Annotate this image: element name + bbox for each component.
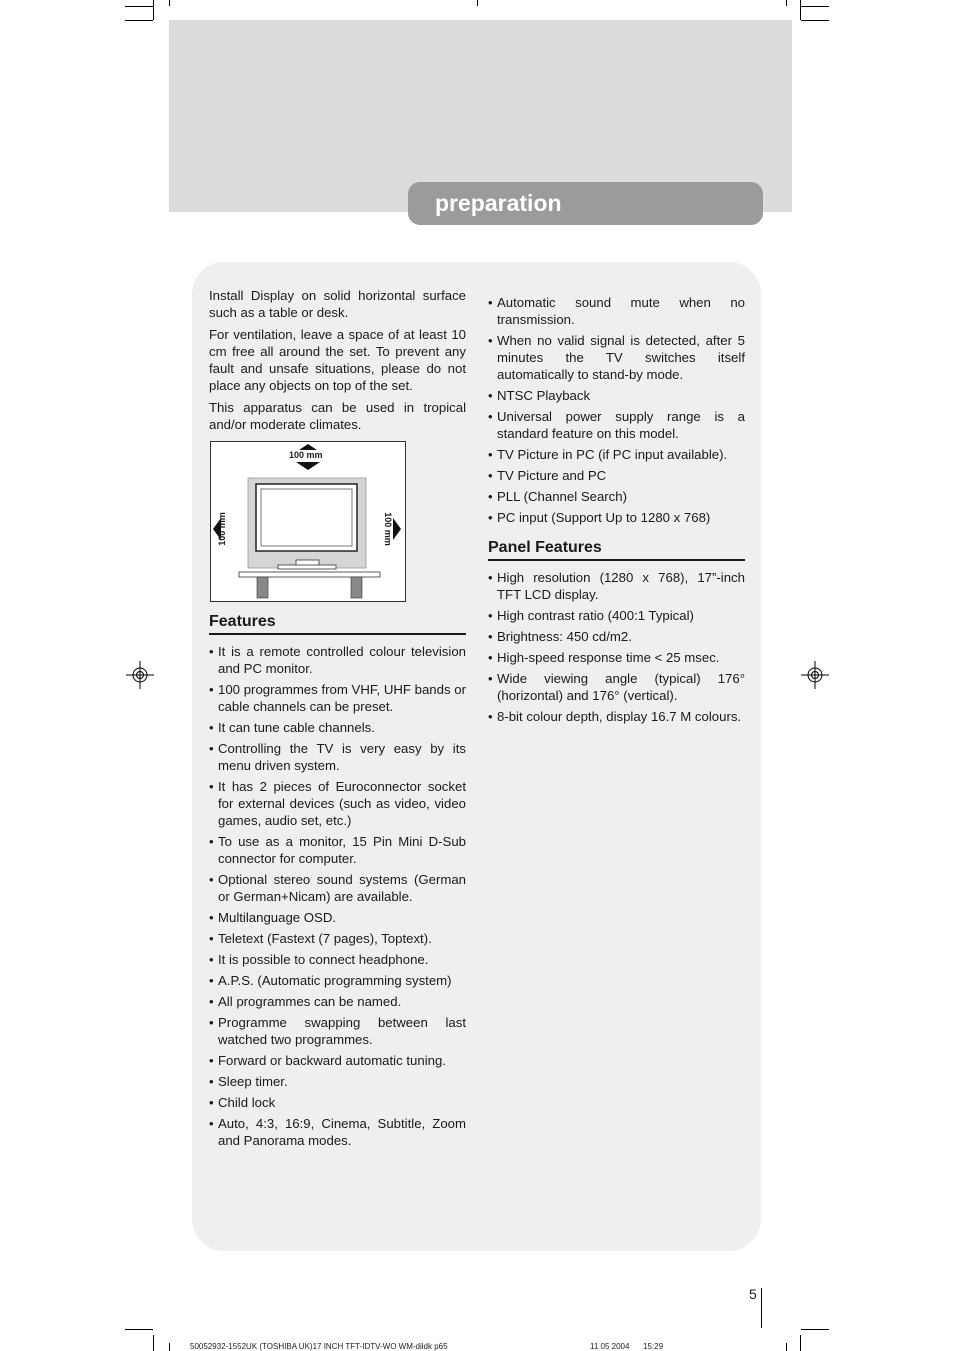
list-item: • High resolution (1280 x 768), 17”-inch TFT LCD display. <box>488 569 745 603</box>
ventilation-diagram <box>210 441 406 602</box>
list-item: • Automatic sound mute when no transmission. <box>488 294 745 328</box>
list-item: • Child lock <box>209 1094 466 1111</box>
list-item: • It is possible to connect headphone. <box>209 951 466 968</box>
list-item: • When no valid signal is detected, after 5 minutes the TV switches itself automatically to stand-by mode. <box>488 332 745 383</box>
intro-paragraph: This apparatus can be used in tropical and/or moderate climates. <box>209 400 466 432</box>
crop-mark <box>801 20 829 21</box>
list-item: • A.P.S. (Automatic programming system) <box>209 972 466 989</box>
crop-mark <box>801 6 829 7</box>
list-item: • High-speed response time < 25 msec. <box>488 649 745 666</box>
tv-clearance-illustration <box>211 442 405 601</box>
list-item: • To use as a monitor, 15 Pin Mini D-Sub connector for computer. <box>209 833 466 867</box>
list-item: • Optional stereo sound systems (German or German+Nicam) are available. <box>209 871 466 905</box>
panel-features-heading: Panel Features <box>488 538 745 561</box>
page-number: 5 <box>749 1286 757 1302</box>
crop-mark <box>125 20 153 21</box>
list-item: • Sleep timer. <box>209 1073 466 1090</box>
list-item: • It is a remote controlled colour television and PC monitor. <box>209 643 466 677</box>
list-item: • Universal power supply range is a standard feature on this model. <box>488 408 745 442</box>
list-item: • Auto, 4:3, 16:9, Cinema, Subtitle, Zoom and Panorama modes. <box>209 1115 466 1149</box>
crop-mark <box>125 6 153 7</box>
list-item: • Wide viewing angle (typical) 176° (horizontal) and 176° (vertical). <box>488 670 745 704</box>
crop-mark <box>169 0 170 6</box>
features-heading: Features <box>209 612 466 635</box>
list-item: • All programmes can be named. <box>209 993 466 1010</box>
list-item: • TV Picture and PC <box>488 467 745 484</box>
crop-mark <box>800 0 801 20</box>
crop-mark <box>125 1329 153 1330</box>
features-continued-list <box>488 294 745 526</box>
list-item: • PC input (Support Up to 1280 x 768) <box>488 509 745 526</box>
crop-mark <box>800 1335 801 1351</box>
list-item: • 100 programmes from VHF, UHF bands or cable channels can be preset. <box>209 681 466 715</box>
top-clearance-label: 100 mm <box>289 450 323 460</box>
registration-mark-right <box>801 661 829 689</box>
list-item: • 8-bit colour depth, display 16.7 M colours. <box>488 708 745 725</box>
right-column <box>488 294 745 729</box>
list-item: • Multilanguage OSD. <box>209 909 466 926</box>
list-item: • It has 2 pieces of Euroconnector socket for external devices (such as video, video games, audio set, etc.) <box>209 778 466 829</box>
left-clearance-label: 100 mm <box>216 512 227 546</box>
crop-mark <box>153 0 154 20</box>
crop-mark <box>169 1343 170 1351</box>
list-item: • It can tune cable channels. <box>209 719 466 736</box>
features-list <box>209 643 466 1149</box>
footer-file-info: 50052932-1552UK (TOSHIBA UK)17 INCH TFT-IDTV-WO WM-dildk p65 <box>190 1342 448 1351</box>
page-number-rule <box>761 1288 762 1328</box>
crop-mark <box>786 0 787 6</box>
list-item: • High contrast ratio (400:1 Typical) <box>488 607 745 624</box>
intro-paragraph: For ventilation, leave a space of at least 10 cm free all around the set. To prevent any fault and unsafe situations, please do not place any objects on top of the set. <box>209 327 466 393</box>
left-column <box>209 287 466 1153</box>
list-item: • TV Picture in PC (if PC input available). <box>488 446 745 463</box>
page-title: preparation <box>408 182 763 225</box>
list-item: • PLL (Channel Search) <box>488 488 745 505</box>
list-item: • Forward or backward automatic tuning. <box>209 1052 466 1069</box>
crop-mark <box>801 1329 829 1330</box>
right-clearance-label: 100 mm <box>382 512 393 546</box>
crop-mark <box>786 1343 787 1351</box>
registration-mark-left <box>126 661 154 689</box>
list-item: • Controlling the TV is very easy by its menu driven system. <box>209 740 466 774</box>
list-item: • Brightness: 450 cd/m2. <box>488 628 745 645</box>
footer-date: 11 05 2004 <box>590 1342 630 1351</box>
crop-mark <box>153 1335 154 1351</box>
list-item: • Programme swapping between last watched two programmes. <box>209 1014 466 1048</box>
list-item: • Teletext (Fastext (7 pages), Toptext). <box>209 930 466 947</box>
intro-paragraph: Install Display on solid horizontal surface such as a table or desk. <box>209 288 466 320</box>
footer-time: 15:29 <box>643 1342 664 1351</box>
crop-mark <box>477 0 478 6</box>
panel-features-list <box>488 569 745 725</box>
list-item: • NTSC Playback <box>488 387 745 404</box>
